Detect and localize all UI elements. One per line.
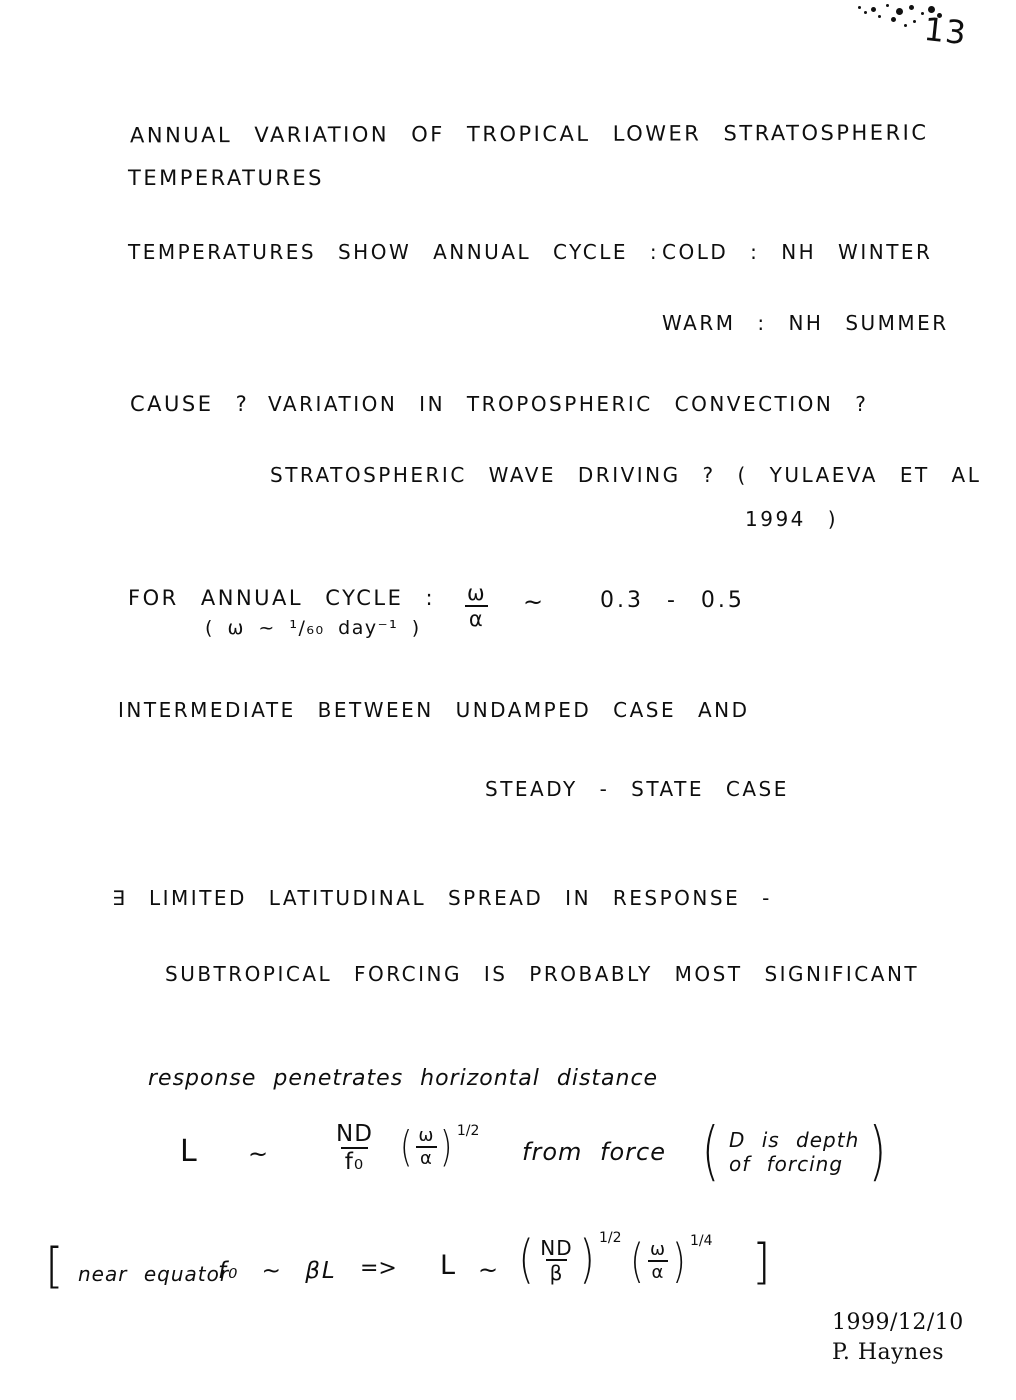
cause-hypothesis-convection: VARIATION IN TROPOSPHERIC CONVECTION ?	[268, 392, 869, 416]
close-paren: )	[579, 1230, 595, 1290]
side-note-line-2: of forcing	[728, 1152, 844, 1176]
ratio-range: 0.3 - 0.5	[600, 588, 745, 613]
fraction-denominator: β	[546, 1259, 568, 1284]
intermediate-line-1: INTERMEDIATE BETWEEN UNDAMPED CASE AND	[118, 698, 750, 722]
annual-cycle-warm: WARM : NH SUMMER	[662, 311, 949, 335]
fraction	[332, 1122, 377, 1176]
exponent: 1/2	[456, 1123, 480, 1140]
equator-tilde: ~	[478, 1256, 501, 1284]
from-force-label: from force	[522, 1138, 666, 1166]
title-line-1: ANNUAL VARIATION OF TROPICAL LOWER STRATOSPHERIC	[129, 120, 929, 148]
footer-date: 1999/12/10	[832, 1310, 964, 1335]
title-line-2: TEMPERATURES	[128, 166, 325, 190]
open-paren: (	[400, 1122, 413, 1172]
penetration-intro: response penetrates horizontal distance	[148, 1066, 659, 1091]
close-paren: )	[869, 1115, 887, 1189]
nd-over-f0-fraction	[332, 1122, 377, 1176]
omega-alpha-fraction	[463, 582, 490, 631]
footer-author: P. Haynes	[832, 1340, 945, 1365]
fraction-numerator: ND	[540, 1235, 573, 1260]
cause-hypothesis-wave: STRATOSPHERIC WAVE DRIVING ? ( YULAEVA ET AL	[270, 463, 982, 487]
open-paren: (	[701, 1115, 720, 1189]
equator-relation: f₀ ~ βL	[218, 1258, 337, 1284]
fraction	[463, 582, 490, 631]
page-number: 13	[922, 9, 969, 53]
fraction	[536, 1237, 576, 1284]
spread-line-2: SUBTROPICAL FORCING IS PROBABLY MOST SIGNIFICANT	[165, 962, 920, 986]
exponent: 1/4	[689, 1233, 713, 1249]
equator-implies: =>	[360, 1256, 397, 1281]
depth-side-note	[698, 1115, 890, 1189]
penetration-lhs: L	[180, 1134, 200, 1169]
ratio-tilde: ~	[523, 588, 546, 616]
annual-cycle-cold: COLD : NH WINTER	[662, 240, 933, 264]
open-paren: (	[518, 1230, 534, 1290]
open-paren: (	[630, 1234, 644, 1288]
ratio-omega-note: ( ω ~ ¹/₆₀ day⁻¹ )	[205, 617, 421, 639]
fraction	[414, 1126, 438, 1169]
penetration-tilde: ~	[248, 1140, 271, 1168]
omega-alpha-power-half	[398, 1122, 480, 1172]
fraction-numerator: ω	[418, 1125, 435, 1146]
fraction-denominator: α	[465, 605, 488, 631]
spread-line-1: ∃ LIMITED LATITUDINAL SPREAD IN RESPONSE -	[112, 886, 772, 910]
equator-label: near equator	[78, 1262, 230, 1286]
intermediate-line-2: STEADY - STATE CASE	[485, 777, 789, 801]
close-paren: )	[672, 1234, 686, 1288]
fraction-denominator: f₀	[341, 1147, 368, 1175]
exponent: 1/2	[598, 1230, 622, 1246]
fraction-numerator: ω	[467, 581, 486, 605]
nd-over-beta-power-half	[516, 1230, 622, 1290]
annual-cycle-statement: TEMPERATURES SHOW ANNUAL CYCLE :	[128, 240, 660, 264]
omega-alpha-power-quarter	[628, 1233, 713, 1288]
side-note-line-1: D is depth	[728, 1128, 860, 1152]
cause-label: CAUSE ?	[130, 392, 250, 416]
equator-lhs: L	[440, 1250, 458, 1281]
scan-noise	[858, 6, 861, 9]
equator-open-bracket: [	[45, 1238, 67, 1294]
fraction-numerator: ω	[649, 1238, 667, 1260]
fraction-numerator: ND	[336, 1121, 373, 1147]
side-note-text	[729, 1128, 859, 1176]
fraction-denominator: α	[416, 1146, 437, 1169]
ratio-label: FOR ANNUAL CYCLE :	[128, 586, 436, 610]
close-paren: )	[440, 1122, 453, 1172]
equator-close-bracket: ]	[752, 1234, 774, 1290]
cause-hypothesis-wave-year: 1994 )	[745, 507, 839, 531]
fraction-denominator: α	[648, 1260, 669, 1283]
fraction	[646, 1240, 670, 1283]
